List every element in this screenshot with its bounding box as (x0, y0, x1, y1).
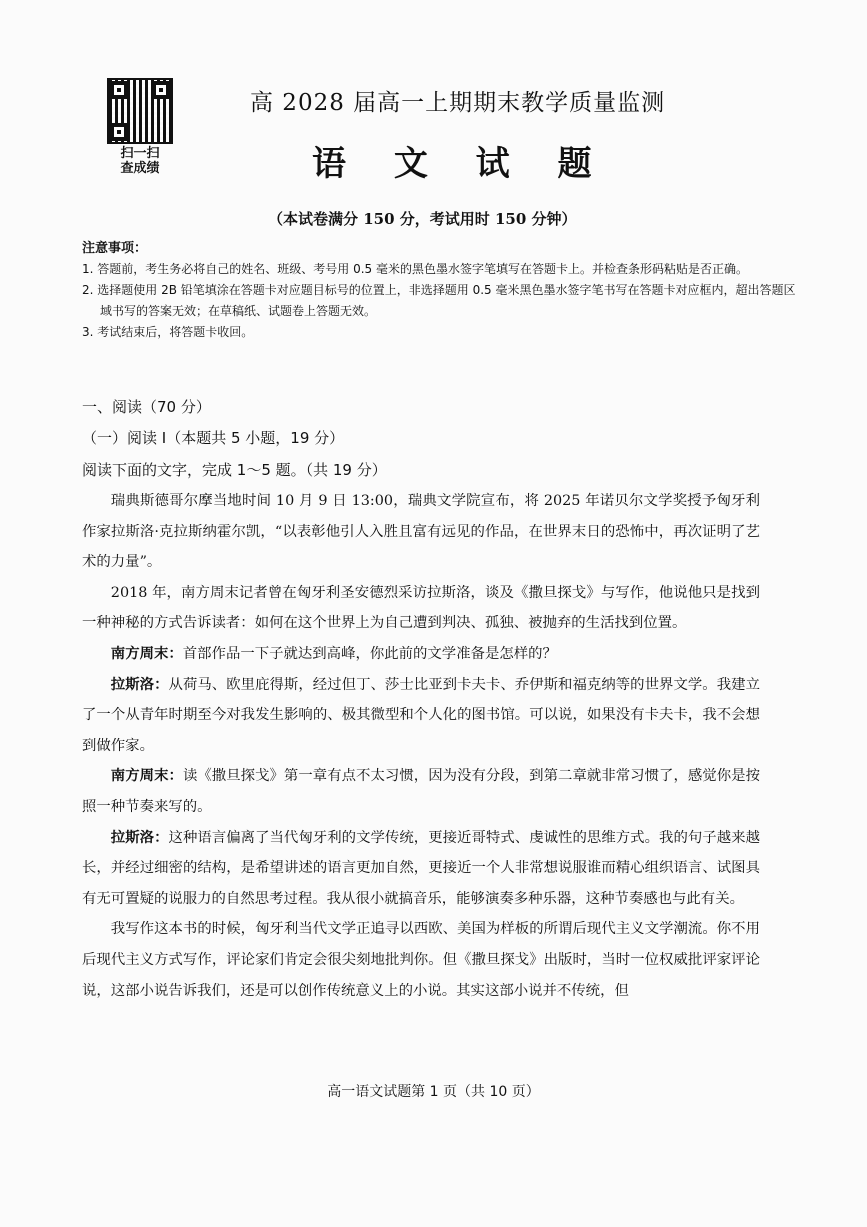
passage-paragraph: 瑞典斯德哥尔摩当地时间 10 月 9 日 13:00，瑞典文学院宣布，将 2025 年诺贝尔文学奖授予匈牙利作家拉斯洛·克拉斯纳霍尔凯，“以表彰他引人入胜且富有远见的作品，在世界末日的恐怖中，再次证明了艺术的力量”。 (82, 493, 760, 571)
speaker-label: 南方周末： (110, 767, 183, 785)
speaker-label: 拉斯洛： (110, 828, 169, 846)
subsection-heading: （一）阅读 Ⅰ（本题共 5 小题，19 分） (82, 429, 345, 447)
subject-title: 语 文 试 题 (312, 144, 610, 184)
passage-paragraph: 我写作这本书的时候，匈牙利当代文学正追寻以西欧、美国为样板的所谓后现代主义文学潮流。你不用后现代主义方式写作，评论家们肯定会很尖刻地批判你。但《撒旦探戈》出版时，当时一位权威批评家评论说，这部小说告诉我们，还是可以创作传统意义上的小说。其实这部小说并不传统，但 (82, 921, 760, 999)
exam-info: （本试卷满分 150 分，考试用时 150 分钟） (268, 210, 577, 228)
speaker-label: 拉斯洛： (110, 675, 169, 693)
notice-item: 2. 选择题使用 2B 铅笔填涂在答题卡对应题目标号的位置上，非选择题用 0.5 毫米黑色墨水签字笔书写在答题卡对应框内，超出答题区域书写的答案无效；在草稿纸、试题卷上答题无效。 (82, 283, 796, 318)
passage-paragraph: 2018 年，南方周末记者曾在匈牙利圣安德烈采访拉斯洛，谈及《撒旦探戈》与写作，他说他只是找到一种神秘的方式告诉读者：如何在这个世界上为自己遭到判决、孤独、被抛弃的生活找到位置。 (82, 584, 760, 632)
passage-paragraph: 南方周末：首部作品一下子就达到高峰，你此前的文学准备是怎样的？ (110, 644, 557, 662)
notice-section (82, 238, 802, 343)
page-footer: 高一语文试题第 1 页（共 10 页） (327, 1084, 540, 1100)
notice-item: 3. 考试结束后，将答题卡收回。 (82, 325, 254, 339)
section-heading: 一、阅读（70 分） (82, 398, 211, 416)
notice-title: 注意事项： (82, 241, 148, 256)
qr-caption: 扫一扫 查成绩 (120, 146, 160, 176)
passage-paragraph: 拉斯洛：从荷马、欧里庇得斯，经过但丁、莎士比亚到卡夫卡、乔伊斯和福克纳等的世界文学。我建立了一个从青年时期至今对我发生影响的、极其微型和个人化的图书馆。可以说，如果没有卡夫卡，我不会想到做作家。 (82, 675, 760, 754)
passage-paragraph: 拉斯洛：这种语言偏离了当代匈牙利的文学传统，更接近哥特式、虔诚性的思维方式。我的句子越来越长，并经过细密的结构，是希望讲述的语言更加自然，更接近一个人非常想说服谁而精心组织语言、试图具有无可置疑的说服力的自然思考过程。我从很小就搞音乐，能够演奏多种乐器，这种节奏感也与此有关。 (82, 828, 760, 907)
exam-header-title: 高 2028 届高一上期期末教学质量监测 (250, 90, 666, 116)
qr-code-block (104, 78, 176, 176)
reading-instruction: 阅读下面的文字，完成 1～5 题。（共 19 分） (82, 461, 387, 479)
notice-item: 1. 答题前，考生务必将自己的姓名、班级、考号用 0.5 毫米的黑色墨水签字笔填写在答题卡上。并检查条形码粘贴是否正确。 (82, 262, 748, 276)
qr-code-image (107, 78, 173, 144)
passage-paragraph: 南方周末：读《撒旦探戈》第一章有点不太习惯，因为没有分段，到第二章就非常习惯了，感觉你是按照一种节奏来写的。 (82, 767, 760, 815)
reading-passage (82, 486, 760, 1006)
speaker-label: 南方周末： (110, 644, 183, 662)
